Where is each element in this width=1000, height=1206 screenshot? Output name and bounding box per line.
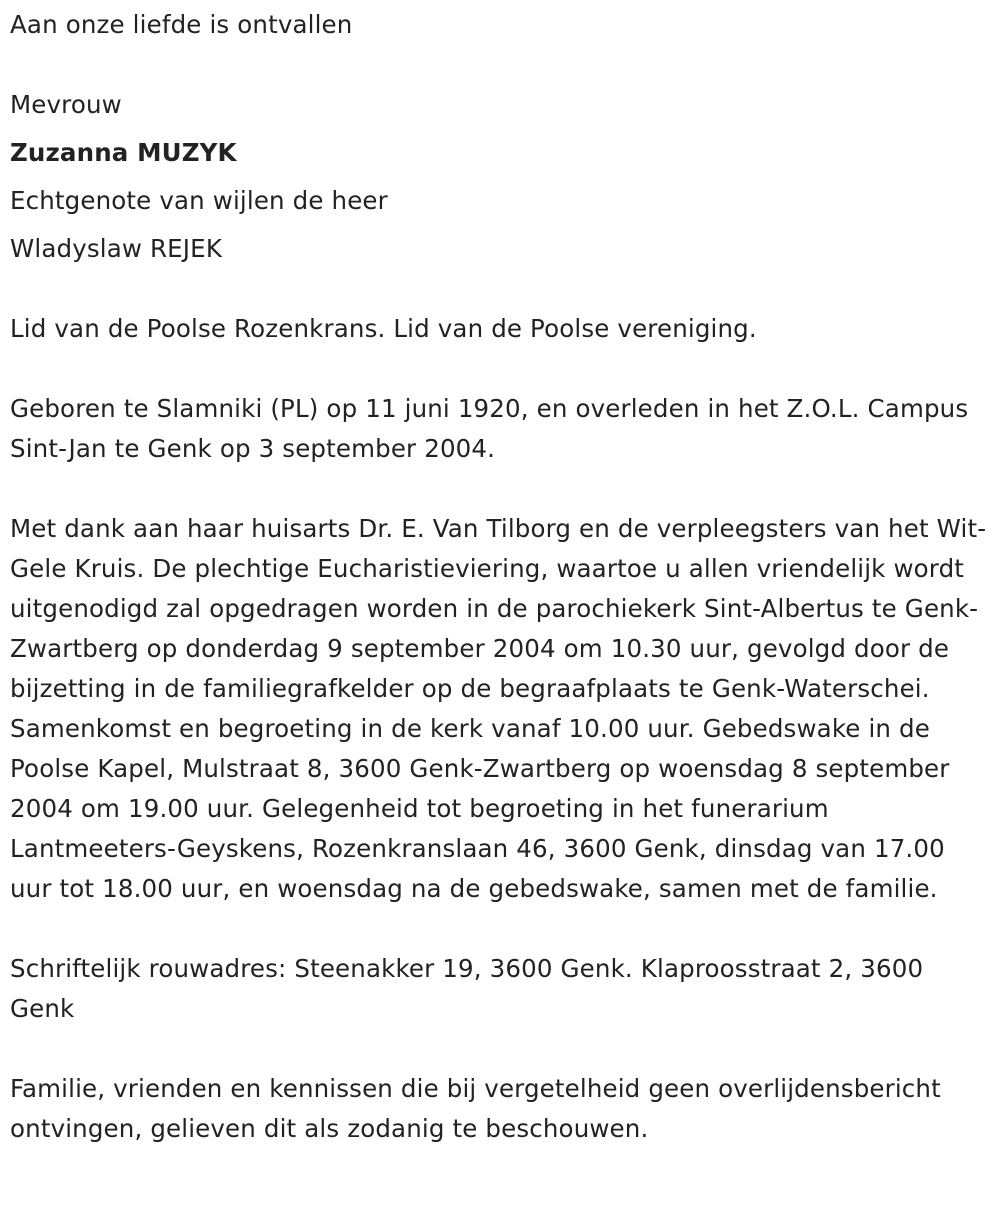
spouse-line: Echtgenote van wijlen de heer [10, 186, 388, 215]
deceased-name: Zuzanna MUZYK [10, 138, 237, 167]
obituary-notice [10, 0, 992, 1149]
intro-line: Aan onze liefde is ontvallen [10, 10, 353, 39]
closing-paragraph: Familie, vrienden en kennissen die bij vergetelheid geen overlijdensbericht ontvingen, gelieven dit als zodanig te beschouwen. [10, 1074, 941, 1143]
spouse-name: Wladyslaw REJEK [10, 234, 223, 263]
birth-death-paragraph: Geboren te Slamniki (PL) op 11 juni 1920, en overleden in het Z.O.L. Campus Sint-Jan te Genk op 3 september 2004. [10, 394, 969, 463]
membership-paragraph: Lid van de Poolse Rozenkrans. Lid van de Poolse vereniging. [10, 314, 757, 343]
ceremony-paragraph: Met dank aan haar huisarts Dr. E. Van Tilborg en de verpleegsters van het Wit-Gele Kruis. De plechtige Eucharistieviering, waartoe u allen vriendelijk wordt uitgenodigd zal opgedragen worden in de parochiekerk Sint-Albertus te Genk-Zwartberg op donderdag 9 september 2004 om 10.30 uur, gevolgd door de bijzetting in de familiegrafkelder op de begraafplaats te Genk-Waterschei. Samenkomst en begroeting in de kerk vanaf 10.00 uur. Gebedswake in de Poolse Kapel, Mulstraat 8, 3600 Genk-Zwartberg op woensdag 8 september 2004 om 19.00 uur. Gelegenheid tot begroeting in het funerarium Lantmeeters-Geyskens, Rozenkranslaan 46, 3600 Genk, dinsdag van 17.00 uur tot 18.00 uur, en woensdag na de gebedswake, samen met de familie. [10, 514, 987, 903]
salutation: Mevrouw [10, 90, 122, 119]
address-paragraph: Schriftelijk rouwadres: Steenakker 19, 3600 Genk. Klaproosstraat 2, 3600 Genk [10, 954, 924, 1023]
